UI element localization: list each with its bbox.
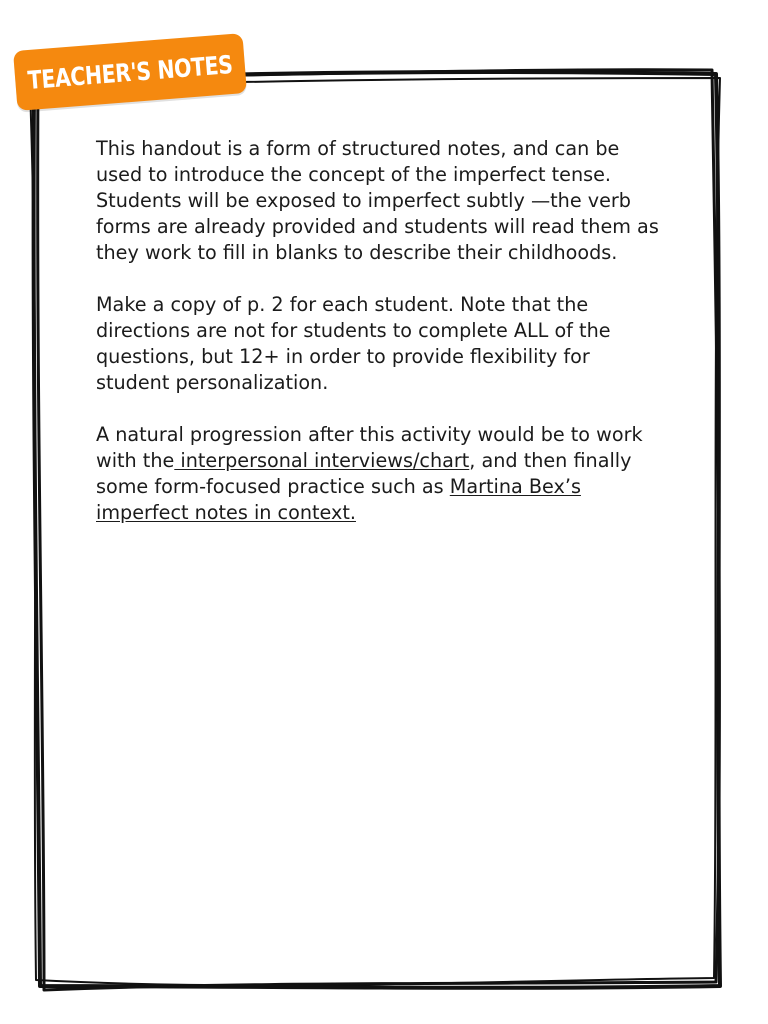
notes-body [96,136,666,552]
progression-middle-text: , and then finally some form-focused practice such as [96,449,632,498]
paragraph-progression [96,422,666,526]
interpersonal-interviews-link[interactable]: interpersonal interviews/chart [174,449,470,472]
imperfect-notes-link[interactable]: Martina Bex’s imperfect notes in context. [96,475,581,524]
teachers-notes-label-text: TEACHER'S NOTES [26,49,234,95]
paragraph-directions: Make a copy of p. 2 for each student. Note that the directions are not for students to complete ALL of the questions, but 12+ in order to provide flexibility for student personalization. [96,293,611,394]
teachers-notes-label [13,33,247,111]
paragraph-introduction: This handout is a form of structured notes, and can be used to introduce the concept of the imperfect tense. Students will be exposed to imperfect subtly —the verb forms are already provided and students will read them as they work to fill in blanks to describe their childhoods. [96,137,659,264]
progression-lead-text: A natural progression after this activity would be to work with the [96,423,643,472]
